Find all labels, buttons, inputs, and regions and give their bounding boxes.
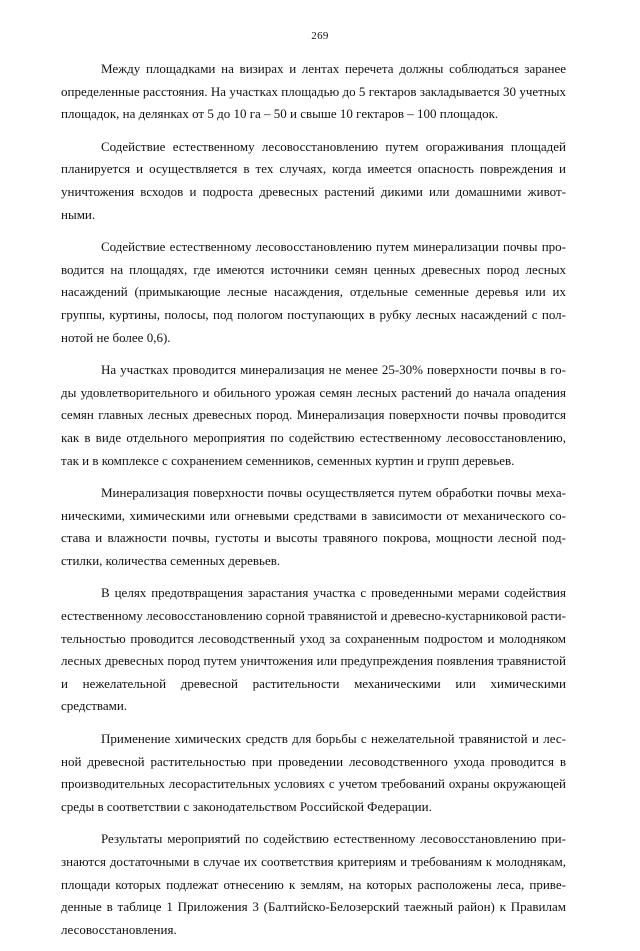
paragraph-7: Применение химических средств для борьбы с нежелательной травянистой и лесной древесной растительностью при проведении лесоводственного ухода проводится в производительных лесорастительных условиях с учетом требований охраны окружающей среды в соответствии с законодательством Российской Федерации. [61, 731, 566, 814]
paragraph-6: В целях предотвращения зарастания участка с проведенными мерами содействия естественному лесовосстановлению сорной травянистой и древесно-кустарниковой растительностью проводится лесоводственный уход за сохраненным подростом и молодняком лесных древесных пород путем уничтожения или предупреждения появления травянистой и нежелательной древесной растительности механическими или химическими средствами. [61, 585, 566, 714]
paragraph-1: Между площадками на визирах и лентах перечета должны соблюдаться заранее определенные расстояния. На участках площадью до 5 гектаров закладывается 30 учетных площадок, на делянках от 5 до 10 га – 50 и свыше 10 гектаров – 100 площадок. [61, 61, 566, 122]
paragraph-5: Минерализация поверхности почвы осуществляется путем обработки почвы механическими, химическими или огневыми средствами в зависимости от механического состава и влажности почвы, густоты и высоты травяного покрова, мощности лесной подстилки, количества семенных деревьев. [61, 485, 566, 568]
paragraph-4: На участках проводится минерализация не менее 25-30% поверхности почвы в годы удовлетворительного и обильного урожая семян лесных растений до начала опадения семян главных лесных древесных пород. Минерализация поверхности почвы проводится как в виде отдельного мероприятия по содействию естественному лесовосстановлению, так и в комплексе с сохранением семенников, семенных куртин и групп деревьев. [61, 362, 566, 468]
body-text [61, 58, 566, 951]
paragraph-2: Содействие естественному лесовосстановлению путем огораживания площадей планируется и осуществляется в тех случаях, когда имеется опасность повреждения и уничтожения всходов и подроста древесных растений дикими или домашними животными. [61, 138, 566, 222]
paragraph-3: Содействие естественному лесовосстановлению путем минерализации почвы проводится на площадях, где имеются источники семян ценных древесных пород лесных насаждений (примыкающие лесные насаждения, отдельные семенные деревья или их группы, куртины, полосы, под пологом поступающих в рубку лесных насаждений с полнотой не более 0,6). [61, 239, 566, 345]
paragraph-8: Результаты мероприятий по содействию естественному лесовосстановлению признаются достаточными в случае их соответствия критериям и требованиям к молоднякам, площади которых подлежат отнесению к землям, на которых расположены леса, приведенные в таблице 1 Приложения 3 (Балтийско-Белозерский таежный район) к Правилам лесовосстановления. [61, 831, 566, 937]
page-number: 269 [311, 30, 329, 42]
